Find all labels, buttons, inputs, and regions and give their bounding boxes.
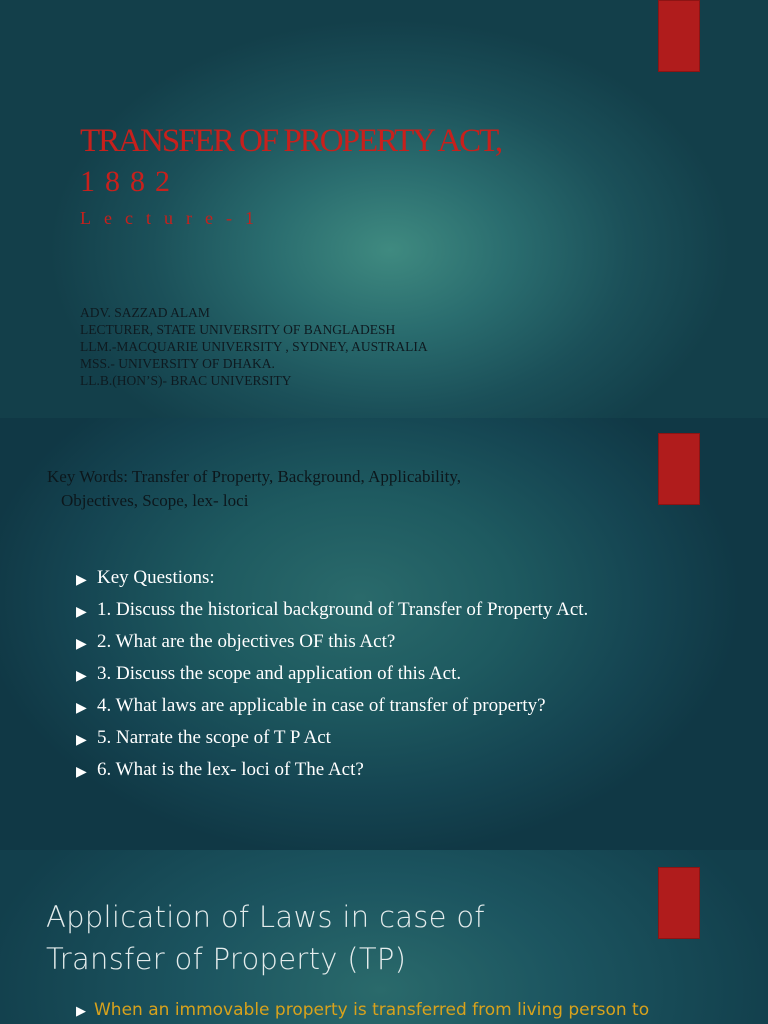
title-line: Transfer of Property (TP) (46, 942, 407, 976)
accent-bar (658, 433, 700, 505)
list-item (76, 598, 657, 622)
triangle-right-icon: ▶ (76, 1004, 86, 1019)
question-text: 3. Discuss the scope and application of this Act. (97, 663, 462, 684)
triangle-right-icon: ▶ (76, 669, 87, 684)
triangle-right-icon: ▶ (76, 605, 87, 620)
lecture-subtitle: Lecture-1 (80, 208, 267, 228)
author-line: LL.B.(HON’S)- BRAC UNIVERSITY (80, 373, 292, 388)
triangle-right-icon: ▶ (76, 765, 87, 780)
list-item (76, 694, 657, 718)
author-line: LLM.-MACQUARIE UNIVERSITY , SYDNEY, AUSTRALIA (80, 339, 428, 354)
list-item (76, 758, 657, 782)
title-line: Application of Laws in case of (46, 900, 485, 934)
keywords-text (47, 465, 567, 513)
list-item (76, 726, 657, 750)
slide-application-of-laws (0, 850, 768, 1024)
questions-list (76, 566, 657, 790)
keywords-line: Key Words: Transfer of Property, Background, Applicability, (47, 467, 461, 486)
title-line-1: TRANSFER OF PROPERTY ACT, (80, 123, 502, 159)
question-text: 1. Discuss the historical background of Transfer of Property Act. (97, 599, 589, 620)
triangle-right-icon: ▶ (76, 701, 87, 716)
author-block (80, 304, 428, 389)
triangle-right-icon: ▶ (76, 733, 87, 748)
bullet-text: When an immovable property is transferred from living person to (94, 1000, 650, 1020)
question-text: 6. What is the lex- loci of The Act? (97, 759, 364, 780)
triangle-right-icon: ▶ (76, 637, 87, 652)
list-item (76, 998, 649, 1024)
list-item (76, 662, 657, 686)
triangle-right-icon: ▶ (76, 573, 87, 588)
author-line: LECTURER, STATE UNIVERSITY OF BANGLADESH (80, 322, 396, 337)
slide-title (46, 896, 485, 980)
list-item (76, 566, 657, 590)
author-line: MSS.- UNIVERSITY OF DHAKA. (80, 356, 275, 371)
question-text: Key Questions: (97, 567, 215, 588)
question-text: 2. What are the objectives OF this Act? (97, 631, 396, 652)
question-text: 4. What laws are applicable in case of transfer of property? (97, 695, 546, 716)
accent-bar (658, 0, 700, 72)
slide-title (0, 0, 768, 418)
keywords-line: Objectives, Scope, lex- loci (61, 491, 249, 510)
author-line: ADV. SAZZAD ALAM (80, 305, 210, 320)
question-text: 5. Narrate the scope of T P Act (97, 727, 331, 748)
slide-key-questions (0, 418, 768, 850)
list-item (76, 630, 657, 654)
accent-bar (658, 867, 700, 939)
title-line-2: 1882 (80, 165, 180, 198)
